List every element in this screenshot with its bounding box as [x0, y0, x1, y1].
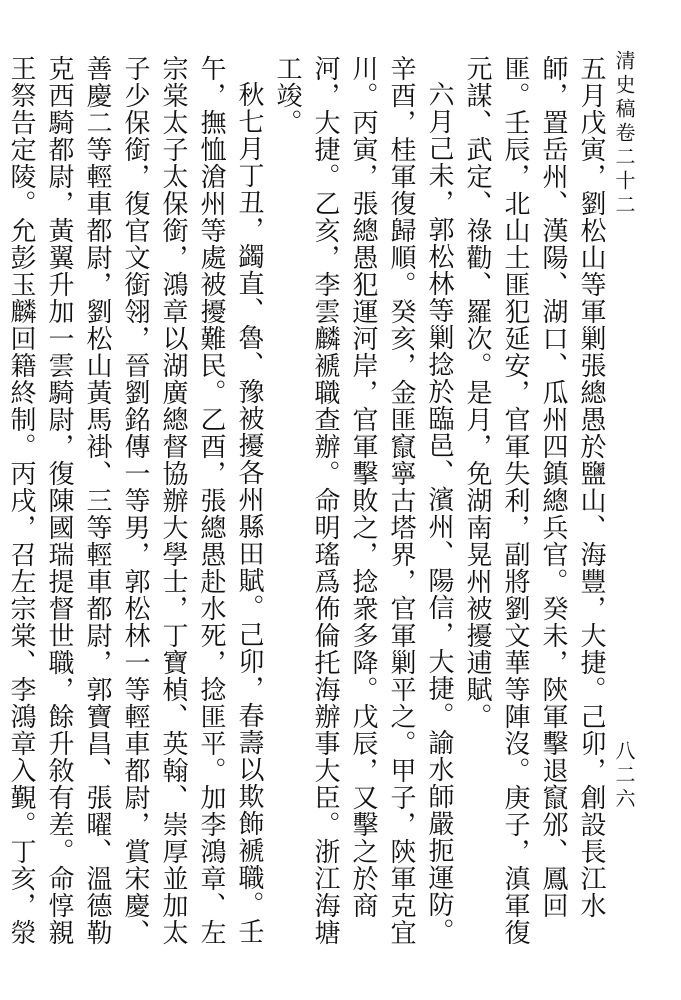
paragraph-july: 秋七月丁丑，蠲直、魯、豫被擾各州縣田賦。己卯，春壽以欺飾褫職。壬午，撫恤滄州等處被擾難民。乙酉，張總愚赴水死，捻匪平。加李鴻章、左宗棠太子太保銜，鴻章以湖廣總督協辦大學士，丁寶楨、英翰、崇厚並加太子少保銜，復官文銜翎，晉劉銘傳一等男，郭松林一等輕車都尉，賞宋慶、善慶二等輕車都尉，劉松山黃馬褂、三等輕車都尉，郭寶昌、張曜、溫德勒克西騎都尉，黃翼升加一雲騎尉，復陳國瑞提督世職，餘升敘有差。命惇親王祭告定陵。允彭玉麟回籍終制。丙戌，召左宗棠、李鴻章入覲。丁亥，滎: [6, 55, 264, 946]
paragraph-june: 六月己未，郭松林等剿捻於臨邑、濱州、陽信，大捷。諭水師嚴扼運防。辛酉，桂軍復歸順。癸亥，金匪竄寧古塔界，官軍剿平之。甲子，陝軍克宜川。丙寅，張總愚犯運河岸，官軍擊敗之，捻衆多降。戊辰，又擊之於商河，大捷。乙亥，李雲麟褫職查辦。命明瑤爲佈倫托海辦事大臣。浙江海塘工竣。: [272, 55, 454, 946]
main-text: [6, 55, 610, 955]
page-number: 八二六: [612, 740, 636, 812]
page-header-title: 清史稿卷二十二: [612, 50, 636, 218]
paragraph-may: 五月戊寅，劉松山等軍剿張總愚於鹽山、海豐，大捷。己卯，創設長江水師，置岳州、漢陽、湖口、瓜州四鎮總兵官。癸未，陝軍擊退竄邠、鳳回匪。壬辰，北山土匪犯延安，官軍失利，副將劉文華等陣沒。庚子，滇軍復元謀、武定、祿勸、羅次。是月，免湖南晃州被擾逋賦。: [462, 55, 606, 946]
